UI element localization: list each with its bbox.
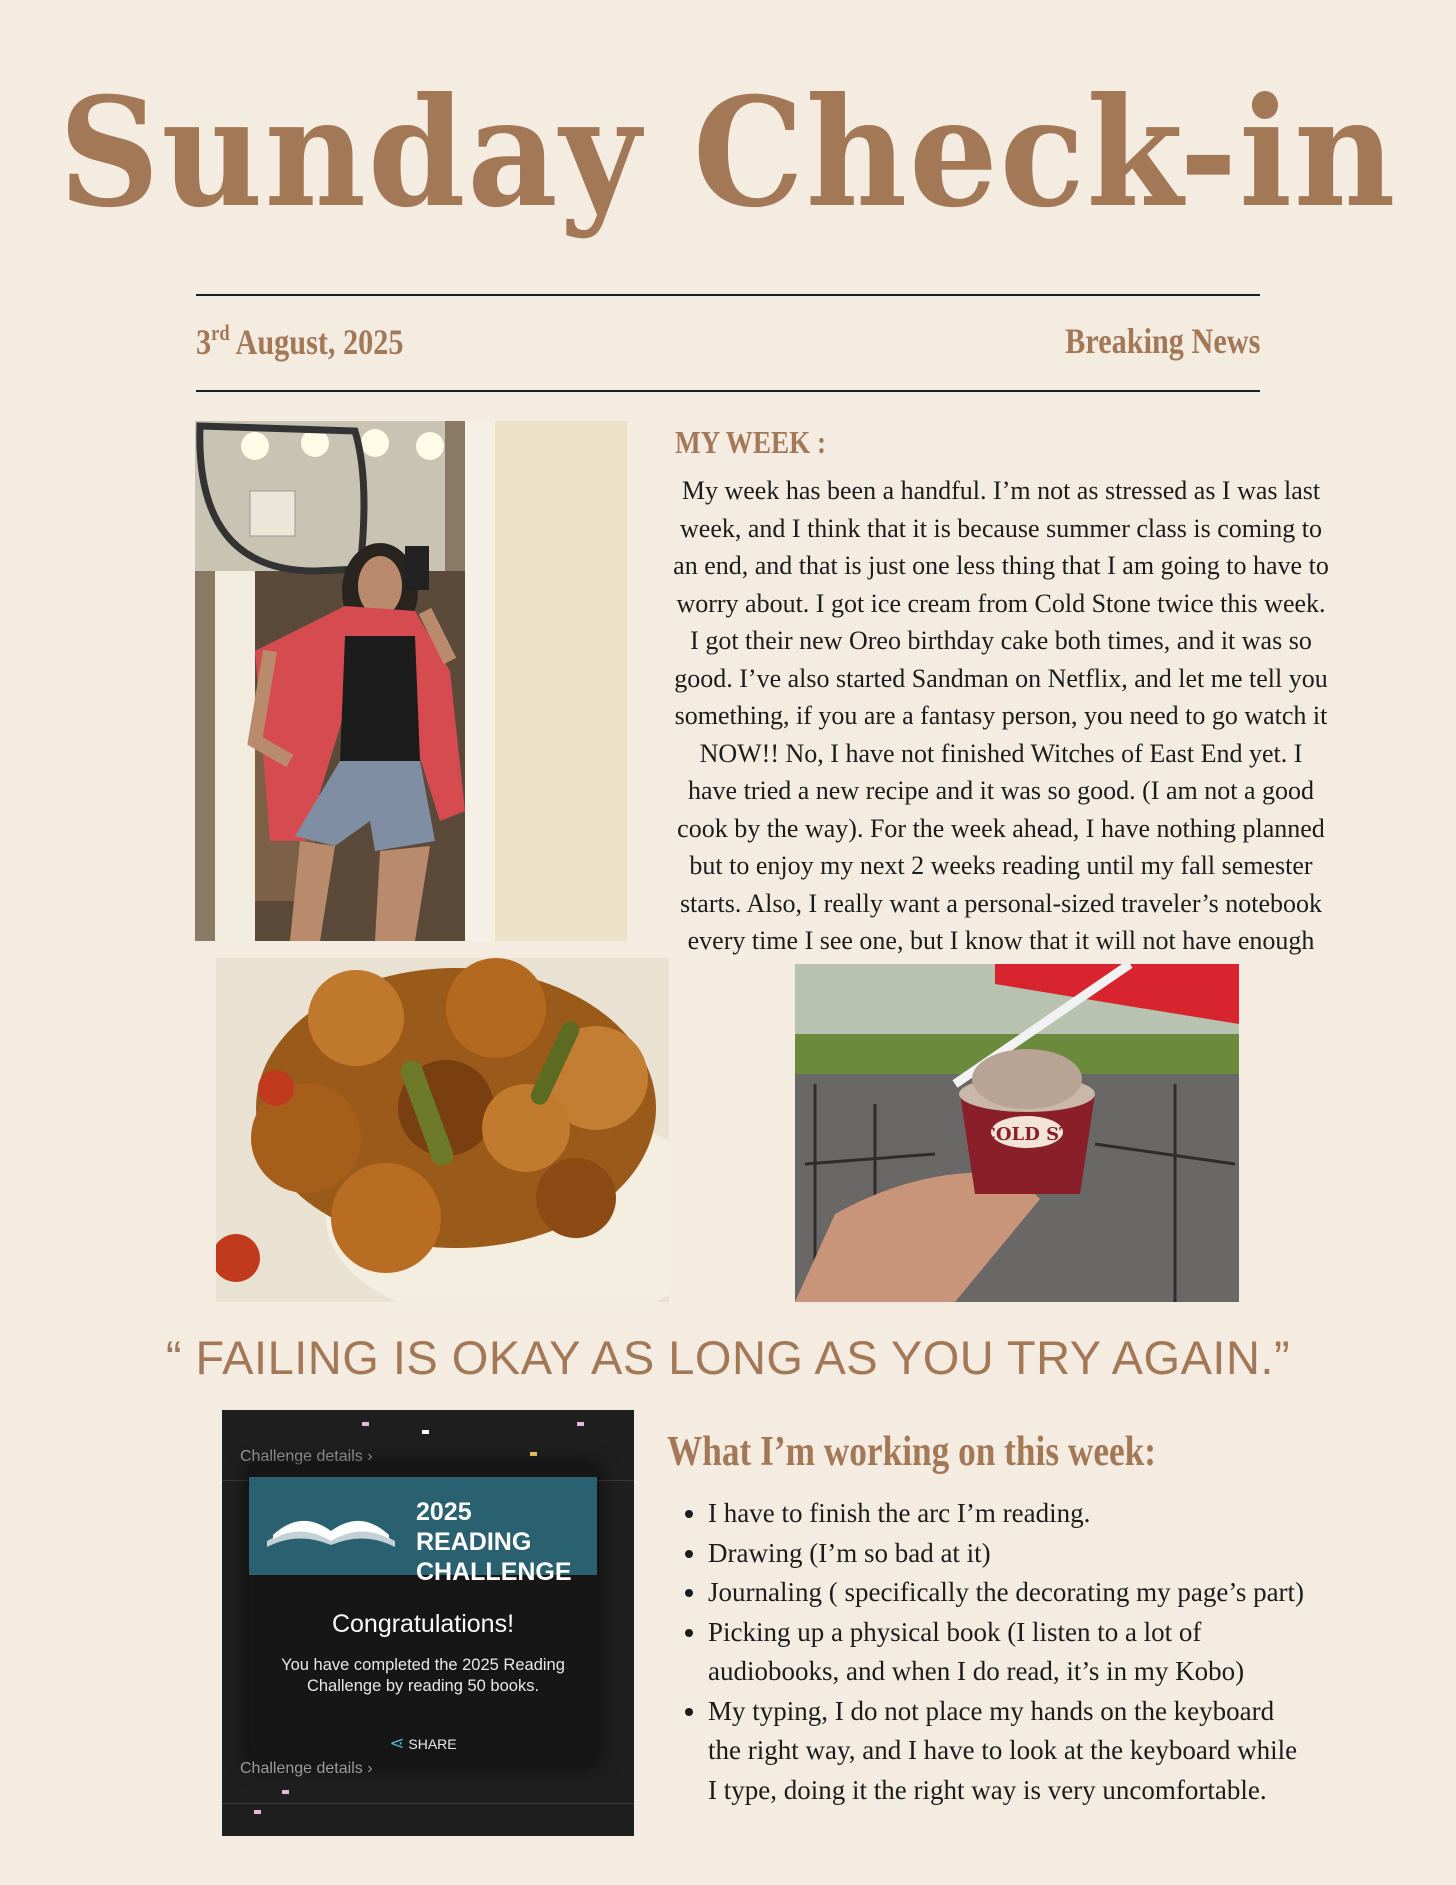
date-day: 3 xyxy=(196,322,212,362)
list-item: • I have to finish the arc I’m reading. xyxy=(708,1494,1308,1534)
date-rest: August, 2025 xyxy=(229,322,404,362)
selfie-photo xyxy=(195,421,627,941)
list-item: • Picking up a physical book (I listen to a lot of audiobooks, and when I do read, it’s in my Kobo) xyxy=(708,1613,1308,1692)
completion-message: You have completed the 2025 Reading Challenge by reading 50 books. xyxy=(281,1656,565,1695)
confetti xyxy=(362,1422,369,1426)
selfie-illustration xyxy=(195,421,627,941)
challenge-details-link-top xyxy=(240,1448,373,1466)
list-item: • Journaling ( specifically the decorating my page’s part) xyxy=(708,1573,1308,1613)
masthead-title: Sunday Check-in xyxy=(58,65,1398,241)
congratulations-heading: Congratulations! xyxy=(331,1610,515,1638)
banner-title xyxy=(416,1497,586,1587)
chevron-right-icon: › xyxy=(367,1448,373,1465)
working-on-heading: What I’m working on this week: xyxy=(667,1429,1157,1475)
challenge-complete-dialog xyxy=(249,1465,597,1765)
share-label: SHARE xyxy=(408,1736,457,1752)
challenge-banner xyxy=(249,1477,597,1586)
reading-challenge-screenshot xyxy=(222,1410,634,1836)
breaking-news-tag: Breaking News xyxy=(1064,321,1260,361)
list-item: • Drawing (I’m so bad at it) xyxy=(708,1534,1308,1574)
motivational-quote: “ FAILING IS OKAY AS LONG AS YOU TRY AGAIN.” xyxy=(165,1331,1291,1384)
ice-cream-illustration xyxy=(795,964,1239,1302)
open-book-icon xyxy=(263,1501,399,1551)
food-illustration xyxy=(216,958,669,1302)
working-on-list xyxy=(678,1494,1308,1810)
top-rule xyxy=(196,294,1260,296)
banner-title-line1: 2025 READING xyxy=(416,1498,532,1556)
bottom-rule xyxy=(196,390,1260,392)
cold-stone-cup-label: COLD ST xyxy=(981,1124,1073,1145)
chevron-right-icon: › xyxy=(367,1760,373,1777)
confetti xyxy=(577,1422,584,1426)
challenge-details-link-bottom xyxy=(240,1760,373,1778)
my-week-heading: MY WEEK : xyxy=(675,424,827,460)
ice-cream-photo xyxy=(795,964,1239,1302)
share-icon: ⋖ xyxy=(389,1733,405,1753)
orange-chicken-photo xyxy=(216,958,669,1302)
challenge-details-label-top: Challenge details xyxy=(240,1448,363,1465)
challenge-details-label-bottom: Challenge details xyxy=(240,1760,363,1777)
share-button[interactable] xyxy=(249,1733,597,1754)
issue-date xyxy=(196,320,404,363)
divider xyxy=(222,1803,634,1804)
confetti xyxy=(422,1430,429,1434)
banner-title-line2: CHALLENGE xyxy=(416,1558,572,1586)
list-item: • My typing, I do not place my hands on the keyboard the right way, and I have to look at the keyboard while I type, doing it the right way is very uncomfortable. xyxy=(708,1692,1308,1811)
confetti xyxy=(530,1452,537,1456)
date-suffix: rd xyxy=(211,320,230,345)
my-week-paragraph: My week has been a handful. I’m not as stressed as I was last week, and I think that it is because summer class is coming to an end, and that is just one less thing that I am going to have to worry about. I got ice cream from Cold Stone twice this week. I got their new Oreo birthday cake both times, and it was so good. I’ve also started Sandman on Netflix, and let me tell you something, if you are a fantasy person, you need to go watch it NOW!! No, I have not finished Witches of East End yet. I have tried a new recipe and it was so good. (I am not a good cook by the way). For the week ahead, I have nothing planned but to enjoy my next 2 weeks reading until my fall semester starts. Also, I really want a personal-sized traveler’s notebook every time I see one, but I know that it will not have enough xyxy=(673,476,1329,955)
confetti xyxy=(254,1810,261,1814)
confetti xyxy=(282,1790,289,1794)
